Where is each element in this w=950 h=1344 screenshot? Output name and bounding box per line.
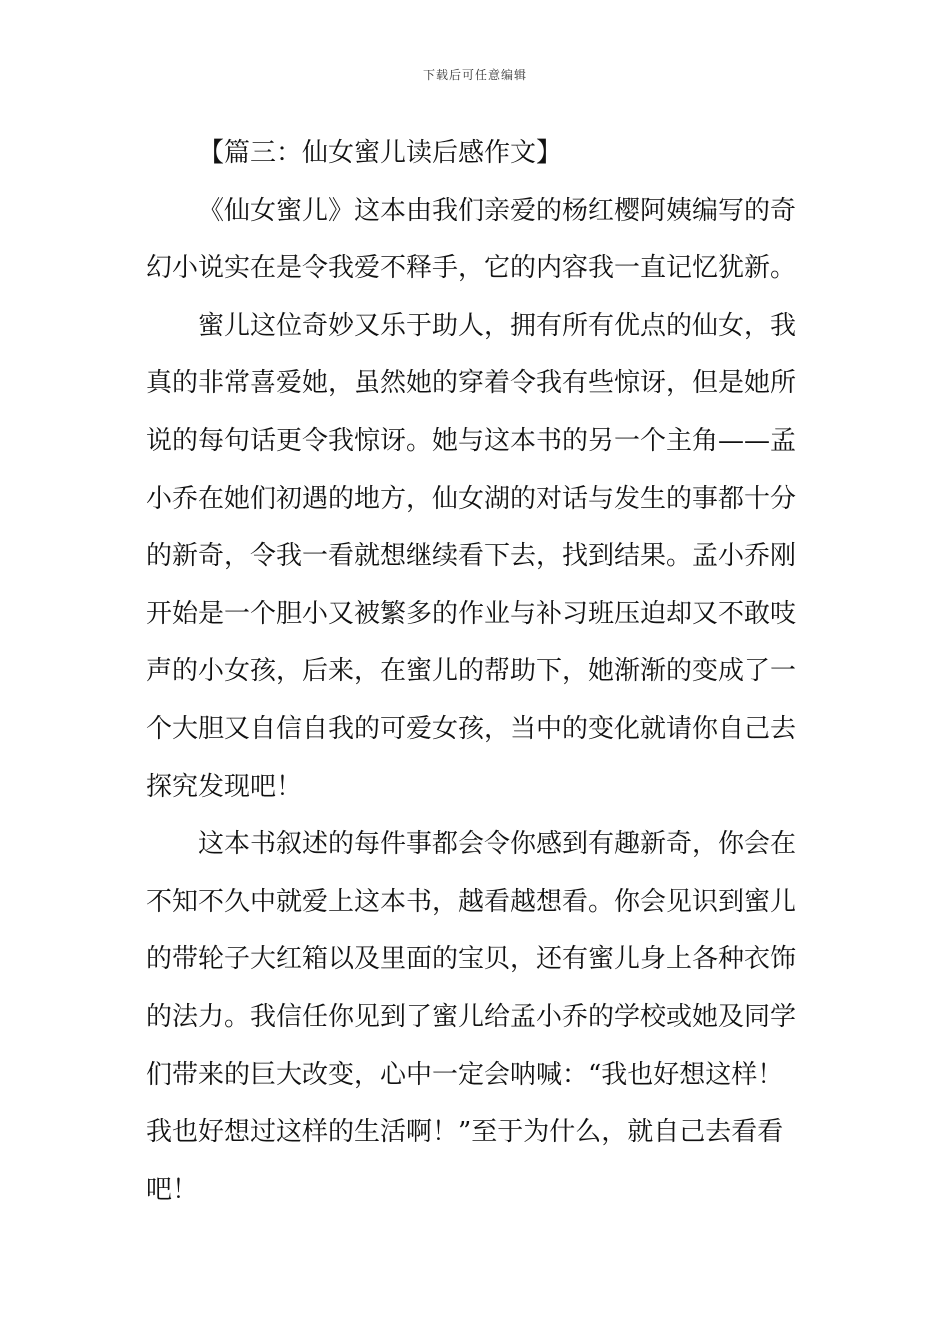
paragraph-line: 们带来的巨大改变，心中一定会呐喊：“我也好想这样！: [146, 1059, 784, 1090]
document-title: 【篇三：仙女蜜儿读后感作文】: [198, 138, 563, 168]
paragraph-line: 开始是一个胆小又被繁多的作业与补习班压迫却又不敢吱: [146, 598, 797, 629]
paragraph-line: 的法力。我信任你见到了蜜儿给孟小乔的学校或她及同学: [146, 1001, 797, 1032]
paragraph-1: [146, 183, 806, 298]
paragraph-line: 的带轮子大红箱以及里面的宝贝，还有蜜儿身上各种衣饰: [146, 944, 797, 975]
paragraph-line: 我也好想过这样的生活啊！”至于为什么，就自己去看看: [146, 1117, 784, 1148]
paragraph-line: 的新奇，令我一看就想继续看下去，找到结果。孟小乔刚: [146, 541, 797, 572]
paragraph-line: 幻小说实在是令我爱不释手，它的内容我一直记忆犹新。: [146, 253, 797, 284]
paragraph-line: 蜜儿这位奇妙又乐于助人，拥有所有优点的仙女，我: [198, 310, 797, 341]
page-header-note: 下载后可任意编辑: [422, 68, 527, 82]
paragraph-line: 《仙女蜜儿》这本由我们亲爱的杨红樱阿姨编写的奇: [198, 195, 797, 226]
paragraph-line: 吧！: [146, 1174, 199, 1205]
document-body: [146, 125, 806, 1219]
paragraph-line: 小乔在她们初遇的地方，仙女湖的对话与发生的事都十分: [146, 483, 797, 514]
paragraph-line: 声的小女孩，后来，在蜜儿的帮助下，她渐渐的变成了一: [146, 656, 797, 687]
paragraph-line: 这本书叙述的每件事都会令你感到有趣新奇，你会在: [198, 829, 797, 860]
paragraph-line: 探究发现吧！: [146, 771, 303, 802]
paragraph-line: 不知不久中就爱上这本书，越看越想看。你会见识到蜜儿: [146, 886, 797, 917]
paragraph-line: 真的非常喜爱她，虽然她的穿着令我有些惊讶，但是她所: [146, 368, 797, 399]
paragraph-line: 说的每句话更令我惊讶。她与这本书的另一个主角——孟: [146, 425, 797, 456]
paragraph-3: [146, 816, 806, 1219]
paragraph-2: [146, 298, 806, 816]
paragraph-line: 个大胆又自信自我的可爱女孩，当中的变化就请你自己去: [146, 713, 797, 744]
